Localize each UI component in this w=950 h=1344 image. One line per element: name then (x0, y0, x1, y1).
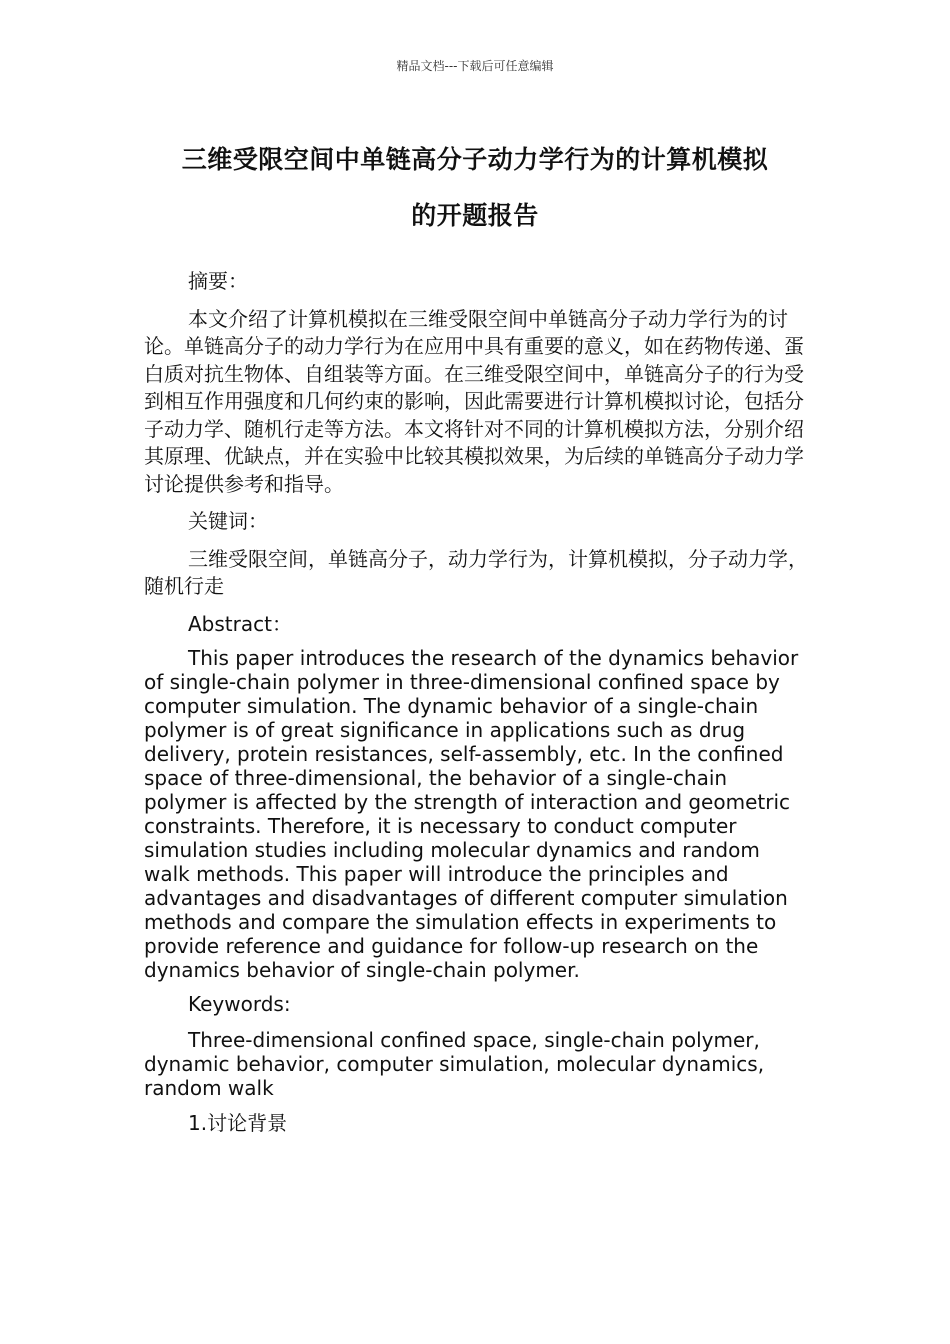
document-body (144, 268, 808, 1148)
keywords-cn-paragraph: 三维受限空间，单链高分子，动力学行为，计算机模拟，分子动力学，随机行走 (144, 546, 808, 598)
abstract-en-paragraph: This paper introduces the research of the dynamics behavior of single-chain polymer in three-dimensional confined space by computer simulation. The dynamic behavior of a single-chain polymer is of great significance in applications such as drug delivery, protein resistances, self-assembly, etc. In the confined space of three-dimensional, the behavior of a single-chain polymer is affected by the strength of interaction and geometric constraints. Therefore, it is necessary to conduct computer simulation studies including molecular dynamics and random walk methods. This paper will introduce the principles and advantages and disadvantages of different computer simulation methods and compare the simulation effects in experiments to provide reference and guidance for follow-up research on the dynamics behavior of single-chain polymer. (144, 646, 799, 982)
keywords-en-paragraph: Three-dimensional confined space, single-chain polymer, dynamic behavior, computer simulation, molecular dynamics, random walk (144, 1028, 765, 1100)
abstract-cn-label: 摘要： (188, 269, 248, 293)
page-title (130, 132, 820, 244)
keywords-cn-label: 关键词： (188, 509, 268, 533)
title-line-2: 的开题报告 (411, 201, 539, 230)
title-line-1: 三维受限空间中单链高分子动力学行为的计算机模拟 (181, 145, 769, 174)
header-note: 精品文档---下载后可任意编辑 (396, 59, 554, 73)
keywords-en-label: Keywords: (188, 992, 291, 1016)
abstract-en-label: Abstract： (188, 611, 292, 636)
abstract-cn-paragraph: 本文介绍了计算机模拟在三维受限空间中单链高分子动力学行为的讨论。单链高分子的动力学行为在应用中具有重要的意义，如在药物传递、蛋白质对抗生物体、自组装等方面。在三维受限空间中，单链高分子的行为受到相互作用强度和几何约束的影响，因此需要进行计算机模拟讨论，包括分子动力学、随机行走等方法。本文将针对不同的计算机模拟方法，分别介绍其原理、优缺点，并在实验中比较其模拟效果，为后续的单链高分子动力学讨论提供参考和指导。 (144, 306, 804, 496)
section-1-heading: 1.讨论背景 (188, 1111, 288, 1135)
